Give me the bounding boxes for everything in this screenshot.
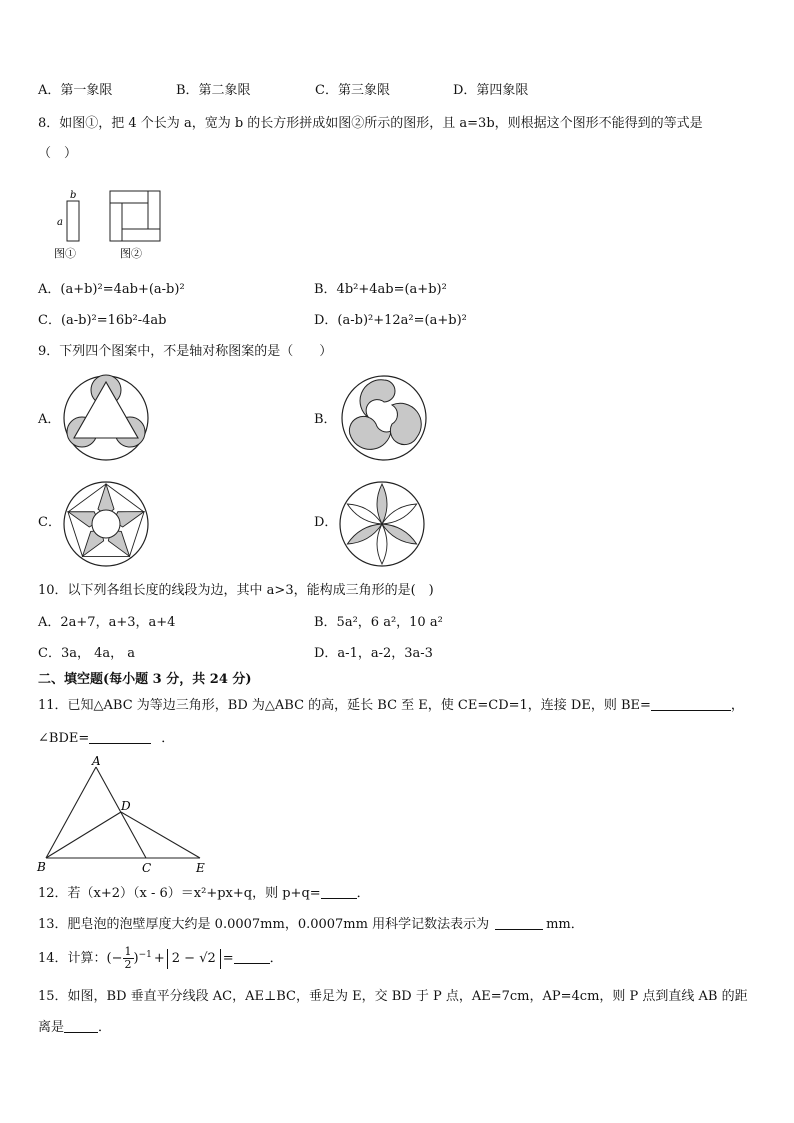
q11-label-a: A <box>92 754 101 768</box>
q7-option-c: C．第三象限 <box>315 83 390 98</box>
q15-line2 <box>38 1019 111 1037</box>
q15-text2: 离是 <box>38 1020 65 1035</box>
q8-option-c: C．(a-b)²=16b²-4ab <box>38 313 167 328</box>
q14-line <box>38 944 283 974</box>
q11-triangle-figure <box>34 752 214 876</box>
q14-denominator: 2 <box>124 958 132 971</box>
q11-angle-text: ∠BDE= <box>38 731 90 746</box>
q14-absolute: 2 − √2 <box>167 949 221 969</box>
q12-text: 12．若（x+2）（x - 6）＝x²+px+q，则 p+q= <box>38 886 321 901</box>
q11-label-d: D <box>121 799 131 813</box>
q15-end: ． <box>98 1020 112 1035</box>
q13-unit: mm． <box>546 917 584 932</box>
q9-pattern-b <box>340 374 428 462</box>
q8-option-d: D．(a-b)²+12a²=(a+b)² <box>314 313 467 328</box>
q11-label-c: C <box>142 861 152 875</box>
q11-label-b: B <box>37 860 46 874</box>
q12-end: ． <box>356 886 370 901</box>
q14-close: ) <box>133 951 139 966</box>
q14-open: (− <box>106 951 123 966</box>
q14-end: ． <box>269 951 283 966</box>
q7-option-b: B．第二象限 <box>176 83 251 98</box>
q10-option-c: C．3a， 4a， a <box>38 646 136 661</box>
q11-line1 <box>38 697 744 715</box>
q9-pattern-c <box>62 480 150 568</box>
q8-fig1-rect <box>67 201 79 241</box>
q13-line <box>38 916 584 934</box>
q8-fig2-pinwheel <box>110 191 160 241</box>
q8-option-b: B．4b²+4ab=(a+b)² <box>314 282 447 297</box>
q10-option-a: A．2a+7，a+3，a+4 <box>38 615 176 630</box>
q14-prefix: 14．计算： <box>38 951 107 966</box>
q12-line <box>38 885 370 903</box>
q10-option-b: B．5a²，6 a²，10 a² <box>314 615 443 630</box>
q8-figure <box>50 185 175 263</box>
q9-label-c: C． <box>38 515 61 530</box>
q9-label-b: B． <box>314 412 337 427</box>
q14-exponent: −1 <box>138 950 152 960</box>
q12-blank[interactable] <box>321 885 357 899</box>
q7-option-d: D．第四象限 <box>453 83 529 98</box>
q14-plus: + <box>153 951 165 966</box>
q8-fig1-a-label: a <box>57 217 63 228</box>
q14-blank[interactable] <box>234 950 270 964</box>
q8-stem: 8．如图①，把 4 个长为 a，宽为 b 的长方形拼成如图②所示的图形，且 a=3b，则根据这个图形不能得到的等式是 <box>38 116 703 131</box>
q14-eq: = <box>222 951 234 966</box>
q8-fig2-caption: 图② <box>120 247 142 260</box>
q11-text: 11．已知△ABC 为等边三角形，BD 为△ABC 的高，延长 BC 至 E，使 CE=CD=1，连接 DE，则 BE= <box>38 698 651 713</box>
q8-fig1-caption: 图① <box>54 247 76 260</box>
q11-end: ． <box>161 731 175 746</box>
q8-fig1-b-label: b <box>70 190 77 201</box>
q9-pattern-d <box>338 480 426 568</box>
q15-blank[interactable] <box>64 1019 98 1033</box>
q13-blank[interactable] <box>495 916 543 930</box>
q9-pattern-a <box>62 374 150 462</box>
q8-option-a: A．(a+b)²=4ab+(a-b)² <box>38 282 185 297</box>
q9-label-d: D． <box>314 515 338 530</box>
q11-line2 <box>38 730 174 748</box>
q7-option-a: A．第一象限 <box>38 83 113 98</box>
q10-option-d: D．a-1，a-2，3a-3 <box>314 646 433 661</box>
q9-label-a: A． <box>38 412 61 427</box>
q14-fraction <box>123 946 134 971</box>
q11-label-e: E <box>196 861 205 875</box>
q8-paren: （ ） <box>38 146 78 161</box>
q11-blank-be[interactable] <box>651 697 731 711</box>
q11-punct: ， <box>730 698 744 713</box>
q10-stem: 10．以下列各组长度的线段为边，其中 a>3，能构成三角形的是( ) <box>38 583 434 598</box>
q13-text: 13．肥皂泡的泡壁厚度大约是 0.0007mm，0.0007mm 用科学记数法表示为 <box>38 917 490 932</box>
q11-blank-angle[interactable] <box>89 730 151 744</box>
q14-numerator: 1 <box>124 945 132 958</box>
q9-stem: 9．下列四个图案中，不是轴对称图案的是（ ） <box>38 344 333 359</box>
section-heading-fill-blank: 二、填空题(每小题 3 分，共 24 分) <box>38 672 252 687</box>
q15-line1: 15．如图，BD 垂直平分线段 AC，AE⊥BC，垂足为 E，交 BD 于 P 点，AE=7cm，AP=4cm，则 P 点到直线 AB 的距 <box>38 989 748 1004</box>
